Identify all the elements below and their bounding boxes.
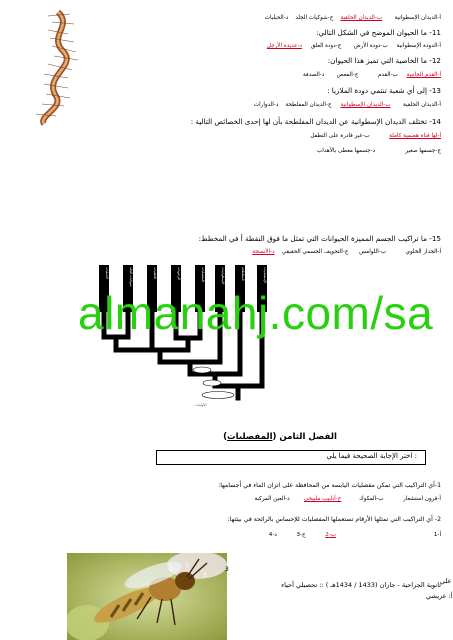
q15-options [252,249,441,256]
option-c[interactable]: ج-شوكيات الجلد [295,15,334,21]
clade-label-4: الرخويات [177,267,181,280]
section-title-prefix: الفصل الثامن ( [272,432,337,442]
footer-teacher: أ: عريشي [426,592,453,600]
option-d[interactable]: د-الحبليات [264,15,289,21]
footer-separator: :: [319,581,324,589]
option-a[interactable]: أ-الديدان الإسطوانية [394,15,441,21]
question-12: 12- ما الخاصية التي تميز هذا الحيوان: [327,56,441,65]
option-c-answer[interactable]: ج-أنابيب ملبيجي [303,496,342,502]
option-c[interactable]: ج-3 [296,532,306,538]
bee-photo [67,553,227,640]
option-b-answer[interactable]: ب-الديدان الحلقية [340,15,383,21]
question-15: 15- ما تراكيب الجسم المميزة الحيوانات التي تمثل ما فوق النقطة أ في المخطط: [198,234,441,243]
section-title [150,432,410,442]
s1-options [255,496,442,503]
q11-options [267,43,441,50]
s2-options [269,532,441,539]
svg-text:1: 1 [185,562,189,569]
option-a[interactable]: أ-الجدار الخلوي [405,249,441,255]
option-a[interactable]: أ-الديدان الحلقية [403,102,441,108]
question-13: 13- إلى أي شعبة تنتمي دودة الملاريا : [327,86,441,95]
option-d[interactable]: د-العين المركبة [254,496,290,502]
clade-label-8: الإسفنجيات [263,267,267,283]
option-d[interactable]: د-الصدفة [303,72,325,78]
instruction-box [156,450,426,465]
option-c[interactable]: ج-الديدان المفلطحة [285,102,332,108]
q14-options-row2 [317,148,441,155]
option-c[interactable]: ج-المعص [336,72,359,78]
option-b-answer[interactable]: ب-2 [325,532,337,538]
clade-label-1: الحبليات [105,267,109,279]
q13-options [254,102,441,109]
option-b[interactable]: ب-اللوامس [359,249,387,255]
question-14: 14- تختلف الديدان الإسطوانية عن الديدان المفلطحة بأن لها إحدى الخصائص التالية : [190,117,441,126]
option-d[interactable]: د-4 [268,532,277,538]
option-c[interactable]: ج-دودة العلق [310,43,342,49]
option-a[interactable]: أ-قرون استشعار [403,496,441,502]
instruction-text: اختر الإجابة الصحيحة فيما يلي : [326,452,417,460]
q14-options-row1 [310,133,441,140]
svg-text:3: 3 [203,572,207,579]
clade-label-6: الإسطوانيات [221,267,225,285]
page-number: 3 [225,566,229,573]
option-d-answer[interactable]: د-الأنسجة [252,249,275,255]
option-c[interactable]: ج-جسمها صغير [405,148,441,154]
clade-label-5: المفصليات [201,267,205,282]
clade-label-3: الحلقيات [153,267,157,280]
section-question-2: 2- أي التراكيب التي تمثلها الأرقام تستعملها المفصليات للإحساس بالرائحة في بيئتها: [227,516,441,523]
question-11: 11- ما الحيوان الموضح في الشكل التالي: [316,28,441,37]
option-a[interactable]: أ-الدودة الإسطوانية [396,43,441,49]
watermark: almanahj.com/sa [78,287,434,339]
q10-options [265,15,441,22]
centipede-illustration [18,6,88,126]
section-question-1: 1-أي التراكيب التي تمكن مفصليات اليابسة من المحافظة على اتزان الماء في أجسامها: [218,482,441,489]
clade-label-2: شوكيات الجلد [129,267,133,287]
q12-options [303,72,441,79]
footer-school [281,581,441,589]
footer-school-name: ثانوية الجراحية - جازان (1433 / 1434هـ ) [325,581,441,589]
footer-exam-name: تحصيلي أحياء [281,581,318,589]
cladogram-root-label: الأوليات [195,403,207,407]
option-d[interactable]: د-الدوارات [253,102,279,108]
option-b[interactable]: ب-القدم [377,72,398,78]
clade-label-7: المفلطحة [241,267,245,281]
section-title-suffix: ) [223,432,228,442]
section-title-main: المفصليات [227,432,273,442]
option-a[interactable]: أ-1 [433,532,441,538]
option-b-answer[interactable]: ب-الديدان الإسطوانية [340,102,391,108]
footer-side-text: علي [440,577,452,585]
option-b[interactable]: ب-دودة الأرض [353,43,388,49]
svg-text:2: 2 [169,566,173,573]
option-b[interactable]: ب-غير قادرة على التطفل [310,133,370,139]
option-d-answer[interactable]: د-عديدة الأرجل [266,43,302,49]
option-a-answer[interactable]: أ-لها قناة هضمية كاملة [389,133,441,139]
option-a-answer[interactable]: أ-القدم الجانبية [406,72,441,78]
option-b[interactable]: ب-المكوك [359,496,384,502]
option-c[interactable]: ج-التجويف الجسمي الحقيقي [281,249,349,255]
option-d[interactable]: د-جسمها مغطى بالأهداب [317,148,376,154]
